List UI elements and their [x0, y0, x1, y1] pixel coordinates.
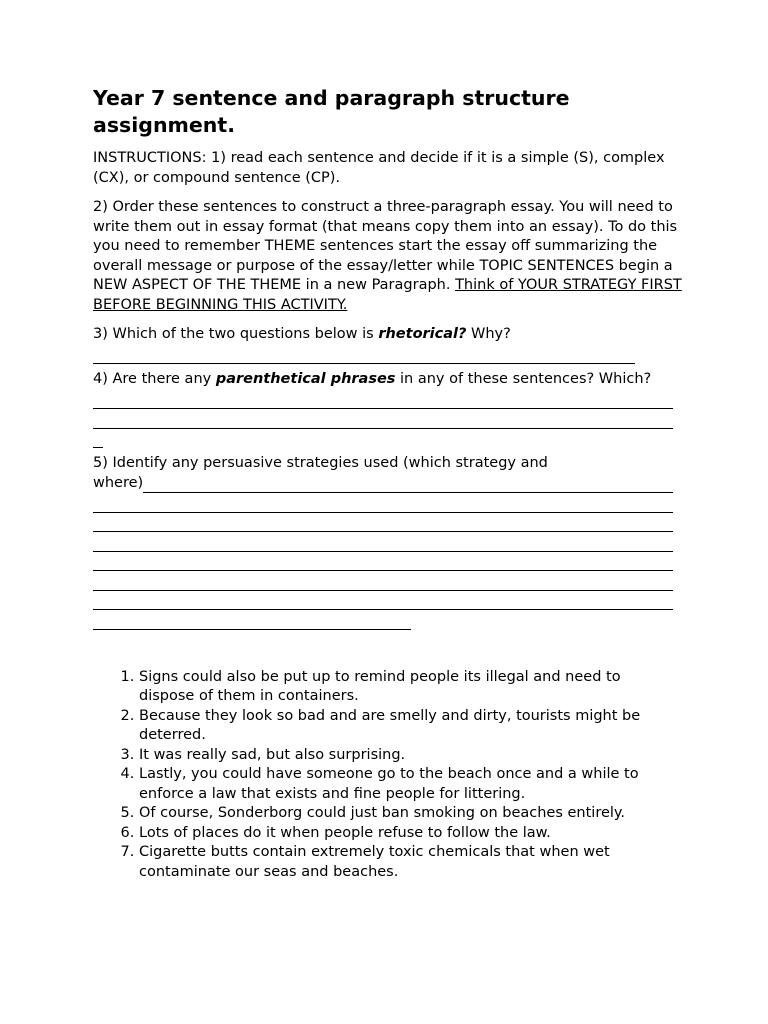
answer-line[interactable]: [93, 429, 103, 449]
instructions-paragraph-2: [93, 198, 693, 315]
instructions-paragraph-1: INSTRUCTIONS: 1) read each sentence and decide if it is a simple (S), complex (CX), or compound sentence (CP).: [93, 150, 665, 186]
question-3-text: [93, 325, 693, 345]
answer-line[interactable]: [143, 475, 673, 493]
question-4: [93, 370, 693, 448]
question-3-emphasis: rhetorical?: [378, 326, 467, 342]
question-4-suffix: in any of these sentences? Which?: [395, 371, 652, 387]
question-4-text: [93, 370, 693, 390]
answer-line[interactable]: [93, 552, 673, 572]
question-3: [93, 325, 693, 364]
answer-line[interactable]: [93, 532, 673, 552]
answer-line[interactable]: [93, 390, 673, 410]
answer-line[interactable]: [93, 610, 411, 630]
question-5-where-label: where): [93, 474, 144, 491]
page-title: Year 7 sentence and paragraph structure assignment.: [93, 86, 570, 137]
list-item: 1. Signs could also be put up to remind people its illegal and need to dispose of them in containers.: [139, 668, 673, 707]
question-4-prefix: 4) Are there any: [93, 371, 216, 387]
question-5-text: 5) Identify any persuasive strategies used (which strategy and: [93, 455, 548, 471]
worksheet-content: [93, 85, 693, 882]
answer-line[interactable]: [93, 409, 673, 429]
question-5-where-line: [93, 474, 673, 494]
list-item: 6. Lots of places do it when people refuse to follow the law.: [139, 824, 673, 844]
list-item: 4. Lastly, you could have someone go to the beach once and a while to enforce a law that exists and fine people for littering.: [139, 765, 673, 804]
answer-line[interactable]: [93, 571, 673, 591]
list-item: 7. Cigarette butts contain extremely toxic chemicals that when wet contaminate our seas and beaches.: [139, 843, 673, 882]
instructions-paragraph-2-text: 2) Order these sentences to construct a three-paragraph essay. You will need to write them out in essay format (that means copy them into an essay). To do this you need to remember THEME sentences start the essay off summarizing the overall message or purpose of the essay/letter while TOPIC SENTENCES begin a NEW ASPECT OF THE THEME in a new Paragraph.: [93, 199, 678, 293]
answer-line[interactable]: [93, 493, 673, 513]
question-4-emphasis: parenthetical phrases: [215, 371, 396, 387]
answer-line[interactable]: [93, 591, 673, 611]
sentence-list: [93, 668, 673, 883]
answer-line[interactable]: [93, 345, 635, 365]
question-5: [93, 454, 693, 630]
strategy-note: Think of YOUR STRATEGY FIRST BEFORE BEGINNING THIS ACTIVITY.: [93, 277, 682, 313]
list-item: 2. Because they look so bad and are smelly and dirty, tourists might be deterred.: [139, 707, 673, 746]
question-3-prefix: 3) Which of the two questions below is: [93, 326, 379, 342]
question-3-suffix: Why?: [466, 326, 511, 342]
answer-line[interactable]: [93, 513, 673, 533]
spacer: [93, 630, 693, 668]
list-item: 5. Of course, Sonderborg could just ban smoking on beaches entirely.: [139, 804, 673, 824]
list-item: 3. It was really sad, but also surprising.: [139, 746, 673, 766]
